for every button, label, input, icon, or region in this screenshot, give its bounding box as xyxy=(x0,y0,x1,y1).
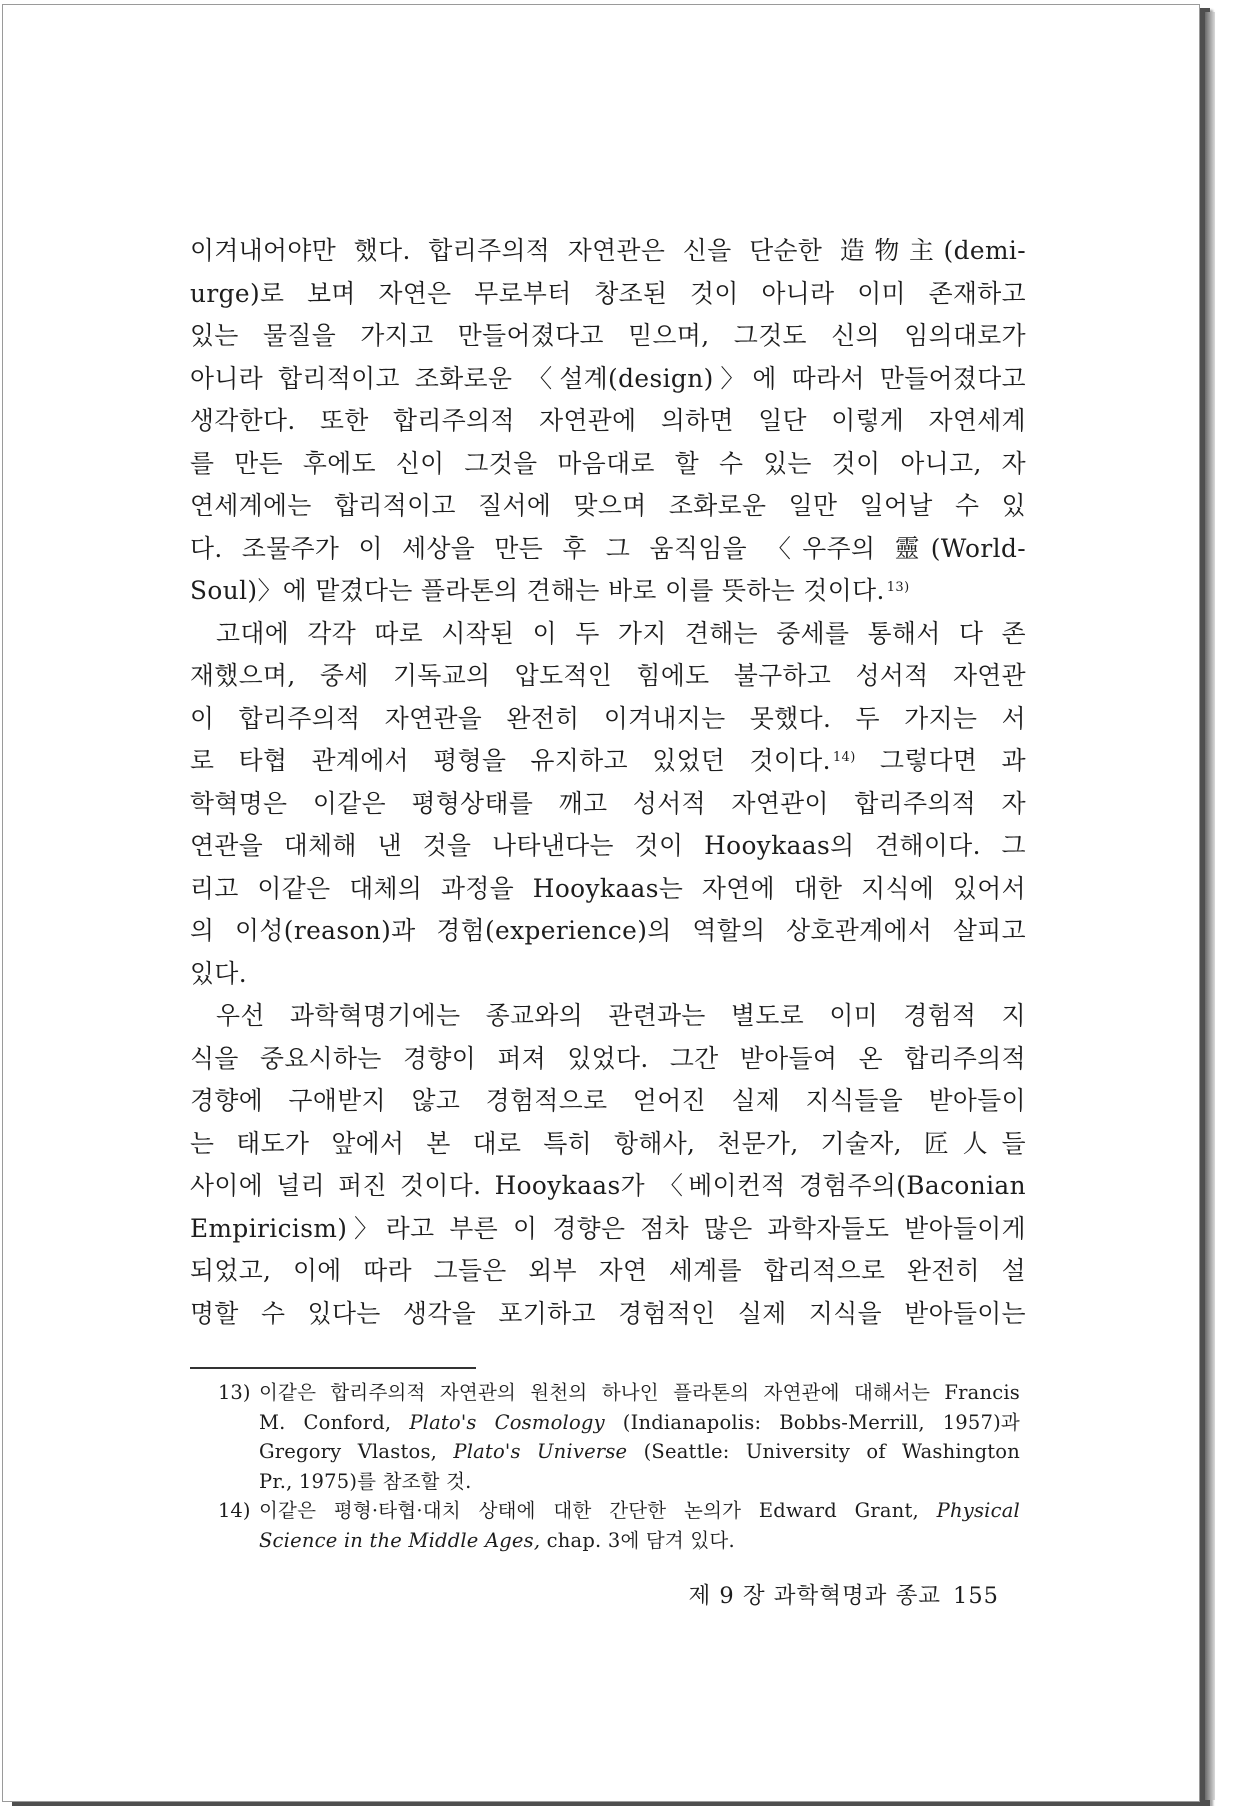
page-number: 155 xyxy=(953,1583,999,1609)
text-line: 경향에 구애받지 않고 경험적으로 얻어진 실제 지식들을 받아들이 xyxy=(190,1086,1026,1115)
book-title: Science in the Middle Ages, xyxy=(259,1528,541,1552)
footnote-number: 14) xyxy=(218,1499,251,1522)
footnote-line xyxy=(259,1437,1020,1467)
footnote-ref-13[interactable]: 13) xyxy=(886,580,910,595)
footnote-line xyxy=(259,1496,1020,1526)
footnote-text: (Indianapolis: Bobbs-Merrill, 1957)과 xyxy=(604,1410,1020,1434)
footnote-text: 이같은 평형·타협·대치 상태에 대한 간단한 논의가 Edward Grant, xyxy=(259,1499,937,1522)
text-line-content: 그렇다면 과 xyxy=(879,746,1026,775)
text-line: 아니라 합리적이고 조화로운 〈설계(design)〉에 따라서 만들어졌다고 xyxy=(190,363,1026,393)
text-line: 우선 과학혁명기에는 종교와의 관련과는 별도로 이미 경험적 지 xyxy=(216,1001,1026,1030)
text-line: 생각한다. 또한 합리주의적 자연관에 의하면 일단 이렇게 자연세계 xyxy=(190,406,1026,435)
running-footer xyxy=(677,1578,1000,1610)
text-line: 재했으며, 중세 기독교의 압도적인 힘에도 불구하고 성서적 자연관 xyxy=(190,661,1026,690)
footnote-divider xyxy=(190,1367,476,1369)
text-line: 의 이성(reason)과 경험(experience)의 역할의 상호관계에서 살피고 xyxy=(190,916,1026,945)
text-line: 있는 물질을 가지고 만들어졌다고 믿으며, 그것도 신의 임의대로가 xyxy=(190,321,1026,350)
text-line xyxy=(190,570,1026,613)
text-line: 식을 중요시하는 경향이 퍼져 있었다. 그간 받아들여 온 합리주의적 xyxy=(190,1043,1026,1073)
footnote-text: (Seattle: University of Washington xyxy=(627,1440,1021,1463)
text-line: 고대에 각각 따로 시작된 이 두 가지 견해는 중세를 통해서 다 존 xyxy=(216,618,1026,648)
text-line xyxy=(190,740,1026,783)
footnote-13 xyxy=(218,1378,1020,1496)
footnote-14 xyxy=(218,1496,1020,1555)
footnote-text: M. Conford, xyxy=(259,1410,410,1434)
text-line: 이 합리주의적 자연관을 완전히 이겨내지는 못했다. 두 가지는 서 xyxy=(190,703,1026,733)
text-line: urge)로 보며 자연은 무로부터 창조된 것이 아니라 이미 존재하고 xyxy=(190,278,1026,308)
footnote-line: 이같은 합리주의적 자연관의 원천의 하나인 플라톤의 자연관에 대해서는 Francis xyxy=(259,1381,1020,1404)
text-line: 있다. xyxy=(190,958,247,988)
footnotes xyxy=(218,1378,1020,1555)
text-line: 이겨내어야만 했다. 합리주의적 자연관은 신을 단순한 造物主(demi- xyxy=(190,236,1026,265)
text-line: 연세계에는 합리적이고 질서에 맞으며 조화로운 일만 일어날 수 있 xyxy=(190,491,1026,520)
text-line: 리고 이같은 대체의 과정을 Hooykaas는 자연에 대한 지식에 있어서 xyxy=(190,873,1026,903)
book-title: Plato's Universe xyxy=(453,1440,628,1463)
footnote-body xyxy=(259,1496,1020,1555)
text-line: 학혁명은 이같은 평형상태를 깨고 성서적 자연관이 합리주의적 자 xyxy=(190,788,1026,818)
text-line: 사이에 널리 퍼진 것이다. Hooykaas가 〈베이컨적 경험주의(Baconian xyxy=(190,1171,1026,1200)
paragraph-3 xyxy=(190,995,1026,1335)
footnote-line: Pr., 1975)를 참조할 것. xyxy=(259,1469,472,1493)
text-line: 를 만든 후에도 신이 그것을 마음대로 할 수 있는 것이 아니고, 자 xyxy=(190,448,1026,478)
footnote-ref-14[interactable]: 14) xyxy=(832,750,856,765)
footnote-line xyxy=(259,1408,1020,1438)
text-line: 연관을 대체해 낸 것을 나타낸다는 것이 Hooykaas의 견해이다. 그 xyxy=(190,831,1026,860)
footnote-body xyxy=(259,1378,1020,1496)
text-line: 되었고, 이에 따라 그들은 외부 자연 세계를 합리적으로 완전히 설 xyxy=(190,1256,1026,1285)
footnote-text: chap. 3에 담겨 있다. xyxy=(540,1528,735,1552)
footnote-line xyxy=(259,1526,1020,1556)
page-edge-shadow xyxy=(1205,12,1215,1800)
footnote-text: Gregory Vlastos, xyxy=(259,1440,454,1463)
book-title: Physical xyxy=(936,1499,1020,1522)
chapter-title: 제 9 장 과학혁명과 종교 xyxy=(688,1583,942,1609)
book-title: Plato's Cosmology xyxy=(409,1410,605,1434)
paragraph-1 xyxy=(190,230,1026,613)
text-line-content: 로 타협 관계에서 평형을 유지하고 있었던 것이다. xyxy=(190,746,831,775)
text-line: 명할 수 있다는 생각을 포기하고 경험적인 실제 지식을 받아들이는 xyxy=(190,1298,1026,1328)
text-line-content: Soul)〉에 맡겼다는 플라톤의 견해는 바로 이를 뜻하는 것이다. xyxy=(190,576,885,605)
paragraph-2 xyxy=(190,613,1026,996)
text-line: 다. 조물주가 이 세상을 만든 후 그 움직임을 〈우주의 靈(World- xyxy=(190,533,1026,563)
body-text xyxy=(190,230,1026,1335)
text-line: Empiricism)〉라고 부른 이 경향은 점차 많은 과학자들도 받아들이게 xyxy=(190,1213,1026,1243)
footnote-number: 13) xyxy=(218,1381,251,1404)
text-line: 는 태도가 앞에서 본 대로 특히 항해사, 천문가, 기술자, 匠人들 xyxy=(190,1128,1026,1158)
